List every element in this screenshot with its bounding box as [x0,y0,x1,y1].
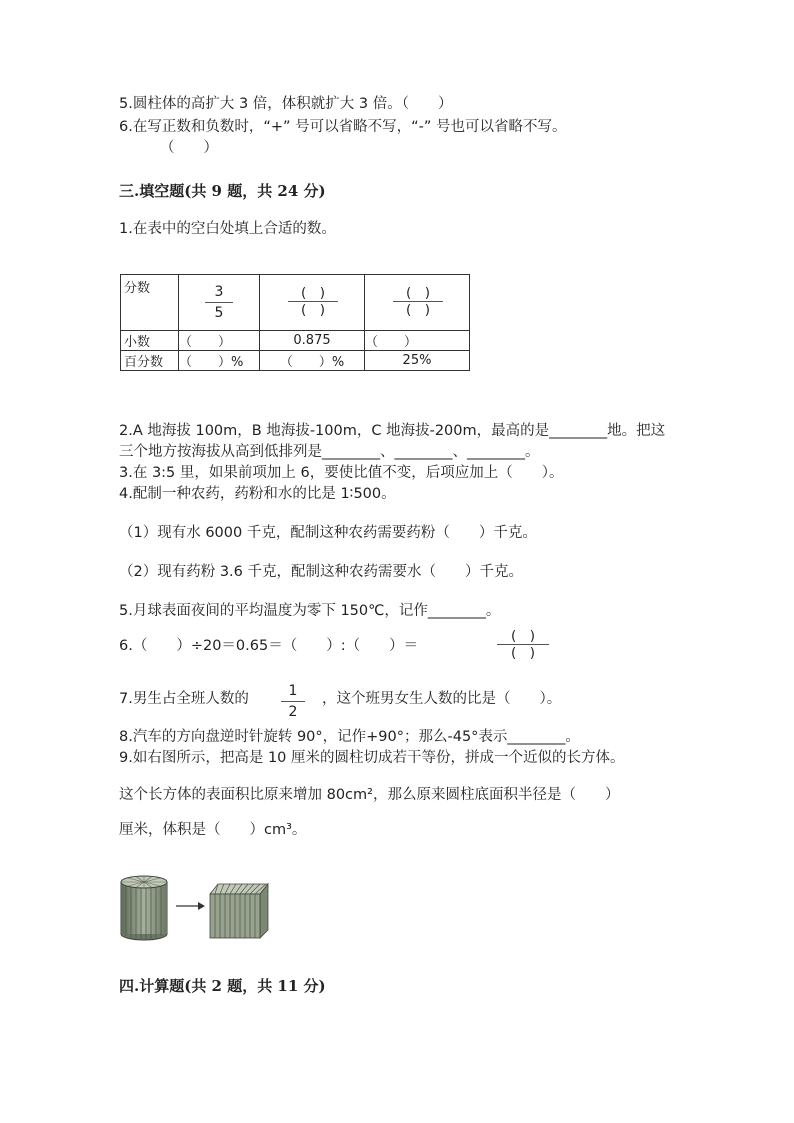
fill-q9-line3: 厘米，体积是（ ）cm³。 [119,822,307,838]
section3-title: 三.填空题(共 9 题，共 24 分) [119,182,326,200]
fill-q7-tail: ，这个班男女生人数的比是（ ）。 [322,691,562,707]
fraction-blank-2: ( ) ( ) [393,285,443,318]
fill-q1: 1.在表中的空白处填上合适的数。 [119,221,336,237]
cell-percent-blank-2: （ ）% [260,351,365,371]
row-label-decimal: 小数 [121,331,179,351]
cuboid-icon [210,884,268,938]
q7-fraction-1-2: 1 2 [281,682,305,721]
fill-q9-line1: 9.如右图所示，把高是 10 厘米的圆柱切成若干等份，拼成一个近似的长方体。 [119,750,625,766]
table-row-fraction [121,275,470,331]
section4-title: 四.计算题(共 2 题，共 11 分) [119,977,326,995]
fill-q9-line2: 这个长方体的表面积比原来增加 80cm²，那么原来圆柱底面积半径是（ ） [119,787,620,803]
q6-fraction-blank: ( ) ( ) [497,628,549,661]
cell-percent-blank-1: （ ）% [179,351,260,371]
arrow-right-icon [176,902,205,910]
cell-percent-value: 25% [365,351,470,371]
fill-q2-line2: 三个地方按海拔从高到低排列是________、________、________。 [119,444,540,460]
fill-q2-line1: 2.A 地海拔 100m，B 地海拔-100m，C 地海拔-200m，最高的是________地。把这 [119,423,666,439]
row-label-percent: 百分数 [121,351,179,371]
fill-q4-part1: （1）现有水 6000 千克，配制这种农药需要药粉（ ）千克。 [119,525,537,541]
fill-q8: 8.汽车的方向盘逆时针旋转 90°，记作+90°；那么-45°表示________。 [119,729,580,745]
cylinder-to-cuboid-figure [118,872,278,944]
fill-q4-part2: （2）现有药粉 3.6 千克，配制这种农药需要水（ ）千克。 [119,564,524,580]
fill-q3: 3.在 3:5 里，如果前项加上 6，要使比值不变，后项应加上（ ）。 [119,465,564,481]
fraction-blank-1: ( ) ( ) [288,285,338,318]
fill-q6: 6.（ ）÷20＝0.65＝（ ）:（ ）＝ [119,638,419,654]
row-label-fraction: 分数 [121,275,179,331]
fill-q5: 5.月球表面夜间的平均温度为零下 150℃，记作________。 [119,603,501,619]
table-row-percent [121,351,470,371]
fill-q7: 7.男生占全班人数的 [119,691,249,707]
cell-decimal-value: 0.875 [260,331,365,351]
fill-q4: 4.配制一种农药，药粉和水的比是 1∶500。 [119,486,396,502]
cell-fraction-3-5 [179,275,260,331]
cell-decimal-blank-2: （ ） [365,331,470,351]
judge-q6-line1: 6.在写正数和负数时，“+” 号可以省略不写，“-” 号也可以省略不写。 [119,119,567,135]
cell-decimal-blank-1: （ ） [179,331,260,351]
cell-fraction-blank-1 [260,275,365,331]
conversion-table [120,274,470,371]
cylinder-icon [121,876,167,940]
table-row-decimal [121,331,470,351]
judge-q5: 5.圆柱体的高扩大 3 倍，体积就扩大 3 倍。（ ） [119,96,453,112]
cell-fraction-blank-2 [365,275,470,331]
judge-q6-answer-blank: （ ） [160,140,218,156]
fraction-3-5: 3 5 [205,283,233,322]
